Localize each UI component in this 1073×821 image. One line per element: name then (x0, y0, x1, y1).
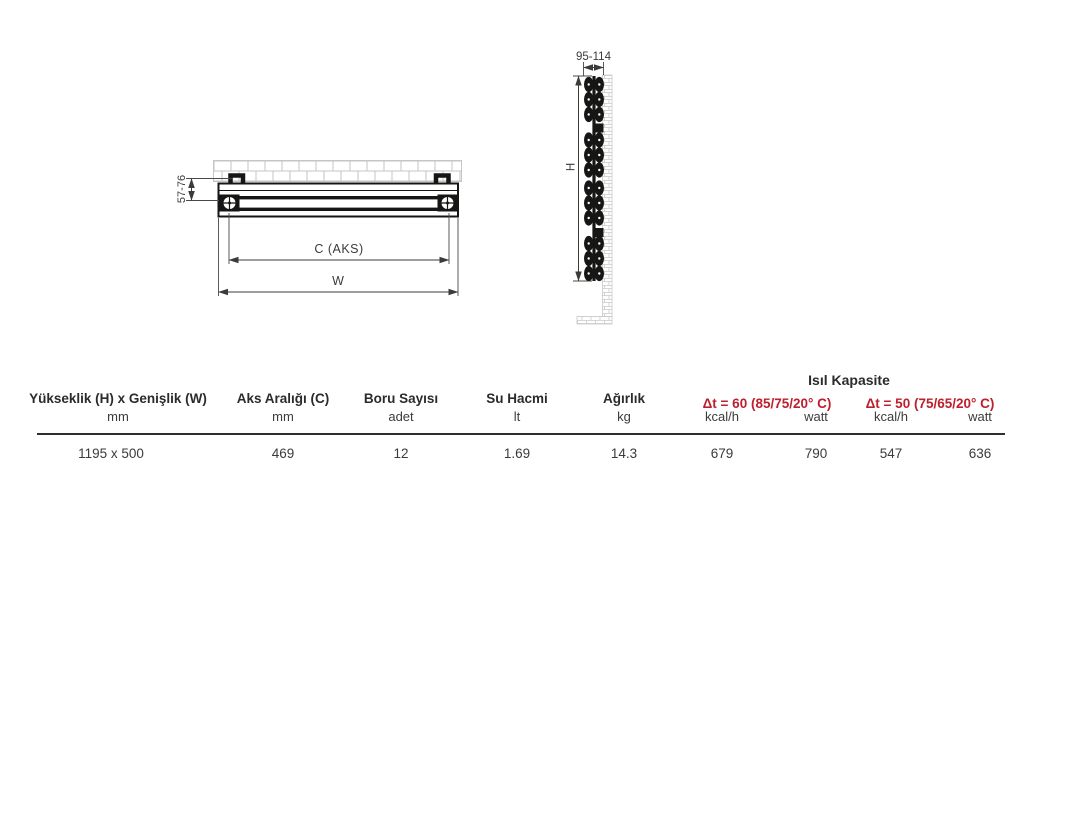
side-view-drawing (550, 40, 650, 335)
column-unit-weight: kg (617, 409, 631, 424)
column-header-dt60: Δt = 60 (85/75/20° C) (702, 396, 832, 411)
valve-right (438, 195, 458, 212)
column-unit-dimensions: mm (107, 409, 129, 424)
column-header-axis-spacing: Aks Aralığı (C) (236, 391, 330, 406)
column-unit-axis-spacing: mm (272, 409, 294, 424)
side-bracket-top (595, 124, 604, 133)
column-unit-dt50-watt: watt (968, 409, 992, 424)
side-bracket-bottom (595, 228, 604, 237)
floor-section (577, 317, 612, 325)
cell-dt50-kcal: 547 (879, 446, 903, 461)
dimension-axis-spacing (229, 213, 449, 264)
width-label: W (332, 274, 344, 288)
cell-dt50-watt: 636 (968, 446, 992, 461)
dimension-depth (576, 51, 612, 76)
valve-left (220, 195, 240, 212)
column-header-water-volume: Su Hacmi (486, 391, 548, 406)
column-unit-dt50-kcal: kcal/h (874, 409, 908, 424)
cell-dimensions: 1195 x 500 (78, 446, 144, 461)
cell-tube-count: 12 (393, 446, 409, 461)
radiator-body-side (584, 76, 604, 281)
depth-label: 95-114 (576, 51, 611, 63)
column-header-tube-count: Boru Sayısı (363, 391, 439, 406)
tube-wall-front (239, 196, 439, 199)
dimension-width (219, 218, 459, 296)
column-unit-dt60-watt: watt (804, 409, 828, 424)
column-unit-tube-count: adet (388, 409, 414, 424)
column-header-dimensions: Yükseklik (H) x Genişlik (W) (29, 391, 207, 406)
cell-dt60-kcal: 679 (710, 446, 734, 461)
plan-view-drawing (160, 140, 505, 308)
column-unit-dt60-kcal: kcal/h (705, 409, 739, 424)
cell-water-volume: 1.69 (503, 446, 531, 461)
wall-section-side (603, 75, 613, 317)
table-header-rule (37, 433, 1005, 435)
radiator-body-plan (219, 184, 459, 217)
cell-dt60-watt: 790 (804, 446, 828, 461)
column-unit-water-volume: lt (513, 409, 521, 424)
column-header-dt50: Δt = 50 (75/65/20° C) (865, 396, 995, 411)
height-label: H (565, 162, 578, 172)
capacity-group-title: Isıl Kapasite (808, 372, 890, 388)
cell-axis-spacing: 469 (271, 446, 295, 461)
flat-bar (592, 76, 595, 281)
wall-offset-label: 57-76 (176, 174, 188, 204)
column-header-weight: Ağırlık (602, 391, 646, 406)
cell-weight: 14.3 (610, 446, 638, 461)
axis-spacing-label: C (AKS) (314, 242, 364, 256)
tube-wall-back (239, 208, 439, 211)
wall-section-plan (214, 161, 462, 182)
